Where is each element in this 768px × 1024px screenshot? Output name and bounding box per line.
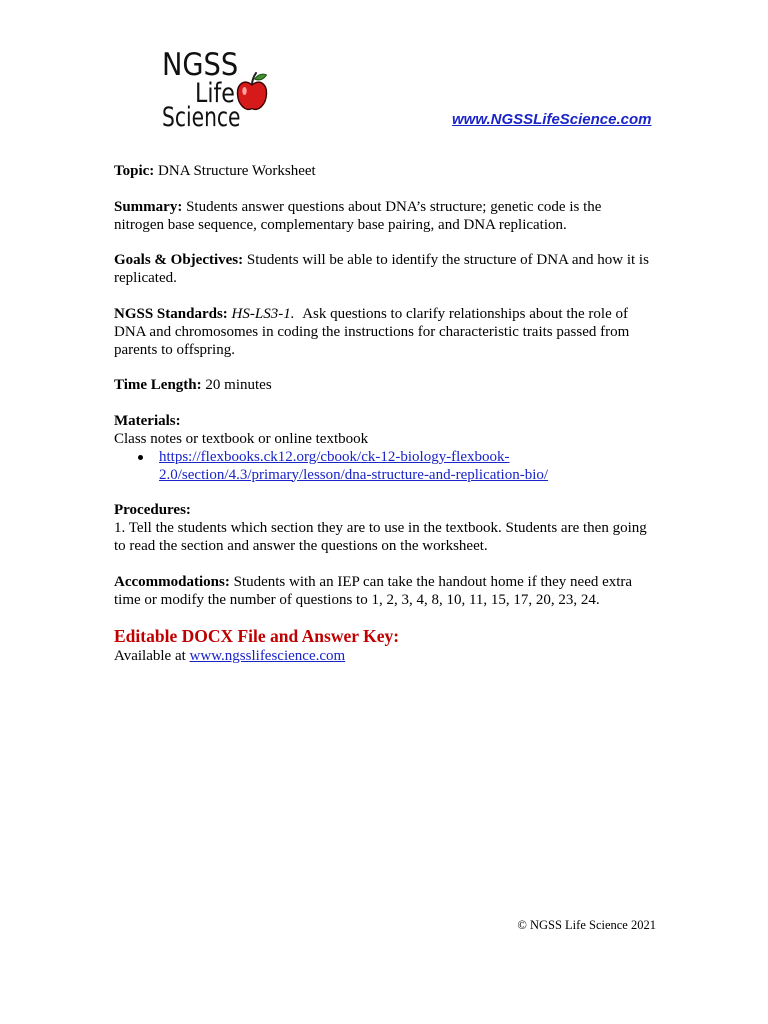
- topic-label: Topic:: [114, 163, 155, 179]
- accommodations-label: Accommodations:: [114, 573, 230, 590]
- answer-key-link[interactable]: www.ngsslifescience.com: [189, 648, 346, 664]
- worksheet-content: [114, 162, 654, 665]
- time-length-text: 20 minutes: [205, 377, 272, 393]
- time-length-section: [114, 376, 654, 394]
- procedures-label: Procedures:: [114, 502, 191, 518]
- flexbook-link[interactable]: https://flexbooks.ck12.org/cbook/ck-12-biology-flexbook-2.0/section/4.3/primary/lesson/dna-structure-and-replication-bio/: [159, 448, 549, 483]
- goals-section: [114, 251, 654, 287]
- materials-section: [114, 412, 654, 484]
- apple-icon: [236, 70, 268, 112]
- topic-section: [114, 162, 654, 180]
- list-item: [114, 448, 654, 484]
- materials-text: Class notes or textbook or online textbook: [114, 430, 369, 447]
- standards-section: [114, 305, 654, 359]
- materials-label: Materials:: [114, 412, 181, 429]
- logo-text-ngss: NGSS: [162, 47, 239, 83]
- standards-text: Ask questions to clarify relationships about the role of DNA and chromosomes in coding the instructions for characteristic traits passed from parents to offspring.: [114, 305, 630, 358]
- time-length-label: Time Length:: [114, 377, 202, 393]
- answer-key-heading: Editable DOCX File and Answer Key:: [114, 626, 400, 646]
- summary-text: Students answer questions about DNA’s structure; genetic code is the nitrogen base sequence, complementary base pairing, and DNA replication.: [114, 198, 602, 233]
- goals-text: Students will be able to identify the structure of DNA and how it is replicated.: [114, 252, 649, 286]
- summary-label: Summary:: [114, 198, 183, 215]
- answer-key-availability: [114, 647, 654, 665]
- logo-text-life: Life: [195, 78, 235, 109]
- available-at-text: Available at: [114, 648, 186, 664]
- copyright-footer: © NGSS Life Science 2021: [517, 918, 656, 932]
- summary-section: [114, 198, 654, 234]
- bullet-icon: [138, 455, 143, 460]
- accommodations-section: [114, 573, 654, 609]
- procedures-text: 1. Tell the students which section they are to use in the textbook. Students are then going to read the section and answer the questions on the worksheet.: [114, 520, 647, 554]
- procedures-section: [114, 501, 654, 555]
- goals-label: Goals & Objectives:: [114, 252, 244, 268]
- standards-label: NGSS Standards:: [114, 305, 228, 322]
- materials-list: [114, 448, 654, 484]
- logo-text-science: Science: [162, 102, 241, 133]
- website-link[interactable]: www.NGSSLifeScience.com: [452, 111, 652, 128]
- topic-text: DNA Structure Worksheet: [158, 163, 316, 179]
- standards-code: HS-LS3-1.: [231, 305, 295, 322]
- accommodations-text: Students with an IEP can take the handout home if they need extra time or modify the number of questions to 1, 2, 3, 4, 8, 10, 11, 15, 17, 20, 23, 24.: [114, 573, 633, 608]
